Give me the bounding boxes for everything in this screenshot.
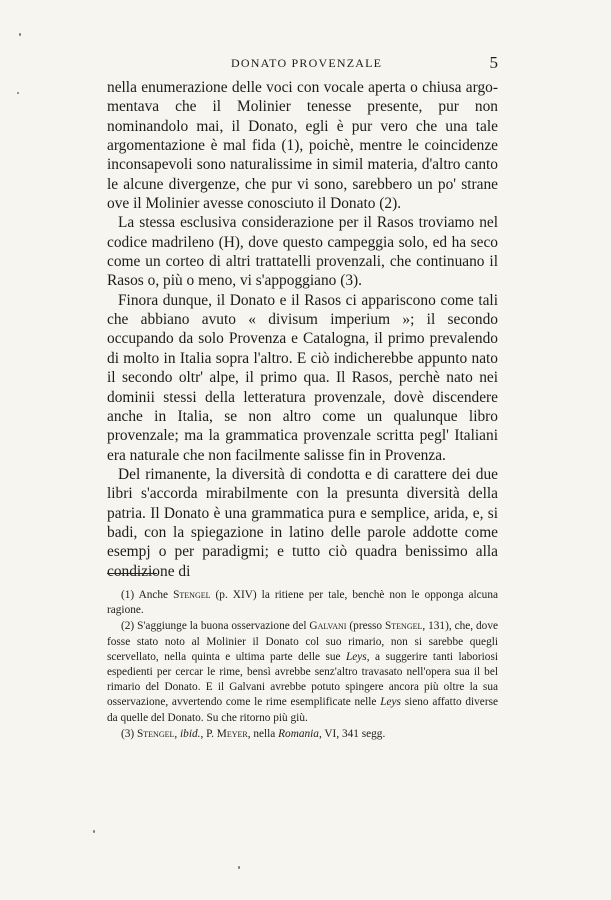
page-number: 5 xyxy=(489,53,498,72)
footnotes xyxy=(107,588,498,742)
paragraph-2: La stessa esclusiva considerazione per il Rasos troviamo nel codice madrileno (H), dove questo campeggia solo, ed ha seco come un corteo di altri trattatelli provenzali, che continuano il Rasos o, più o meno, vi s'appoggiano (3). xyxy=(107,214,498,290)
author-name: Meyer xyxy=(216,727,248,740)
author-name: Stengel xyxy=(137,727,175,740)
paragraph-4: Del rimanente, la diversità di condotta e di carattere dei due libri s'accorda mirabilmente con la presunta diversità della patria. Il Donato è una grammatica pura e semplice, arida, e, si badi, con la spiegazione in latino delle parole addotte come esempj o per paradigmi; e tutto ciò quadra benissimo alla condizione di xyxy=(107,465,498,580)
paper-speck xyxy=(19,33,21,36)
paragraph-3: Finora dunque, il Donato e il Rasos ci appariscono come tali che abbiano avuto « divisum imperium »; il secondo occupando da solo Provenza e Catalogna, il primo prevalendo di molto in Italia sopra l'altro. E ciò indicherebbe appunto nato il secondo oltr' alpe, il primo qua. Il Rasos, perchè nato nei dominii stessi della letteratura provenzale, dovè discendere anche in Italia, se non altro come un qualunque libro provenzale; ma la grammatica provenzale scritta pegl' Italiani era naturale che non facilmente salisse fin in Provenza. xyxy=(107,291,498,464)
paragraph-1: nella enumerazione delle voci con vocale aperta o chiusa argomentava che il Molinier tenesse presente, pur non nominandolo mai, il Donato, egli è pur vero che una tale argomentazione è mal fida (1), poichè, mentre le coincidenze inconsapevoli sono naturalissime in simil materia, d'altro canto le alcune divergenze, che pur vi sono, sarebbero un po' strane ove il Molinier avesse conosciuto il Donato (2). xyxy=(107,79,498,213)
paper-speck xyxy=(93,830,95,833)
body-text xyxy=(107,78,498,581)
author-name: Stengel xyxy=(384,620,423,633)
journal-title: Romania xyxy=(278,727,319,740)
work-title: Leys xyxy=(380,696,401,709)
paper-speck xyxy=(238,866,240,869)
footnote-1: (1) Anche Stengel (p. XIV) la ritiene per tale, benchè non le opponga alcuna ragione. xyxy=(107,589,498,617)
footnote-2: (2) S'aggiunge la buona osservazione del Galvani (presso Stengel, 131), che, dove fosse stato noto al Molinier il Donato col suo rimario, non si sarebbe quegli scervellato, nella quinta e ultima parte delle sue Leys, a suggerire tanti laboriosi espedienti per cercar le rime, bensì avrebbe senz'altro travasato nell'opera sua il bel rimario del Donato. E il Galvani avrebbe potuto spingere ancora più oltre la sua osservazione, avvertendo come le rime esemplificate nelle Leys sieno affatto diverse da quelle del Donato. Su che ritorno più giù. xyxy=(107,620,498,724)
ibid-abbrev: ibid. xyxy=(180,727,201,740)
author-name: Galvani xyxy=(309,620,347,633)
running-head xyxy=(107,54,498,76)
footnote-3: (3) Stengel, ibid., P. Meyer, nella Romania, VI, 341 segg. xyxy=(121,727,386,740)
author-name: Stengel xyxy=(173,589,211,601)
footnote-rule xyxy=(107,573,157,574)
running-title: DONATO PROVENZALE xyxy=(231,56,383,70)
paper-speck xyxy=(17,92,19,94)
work-title: Leys xyxy=(346,650,367,663)
